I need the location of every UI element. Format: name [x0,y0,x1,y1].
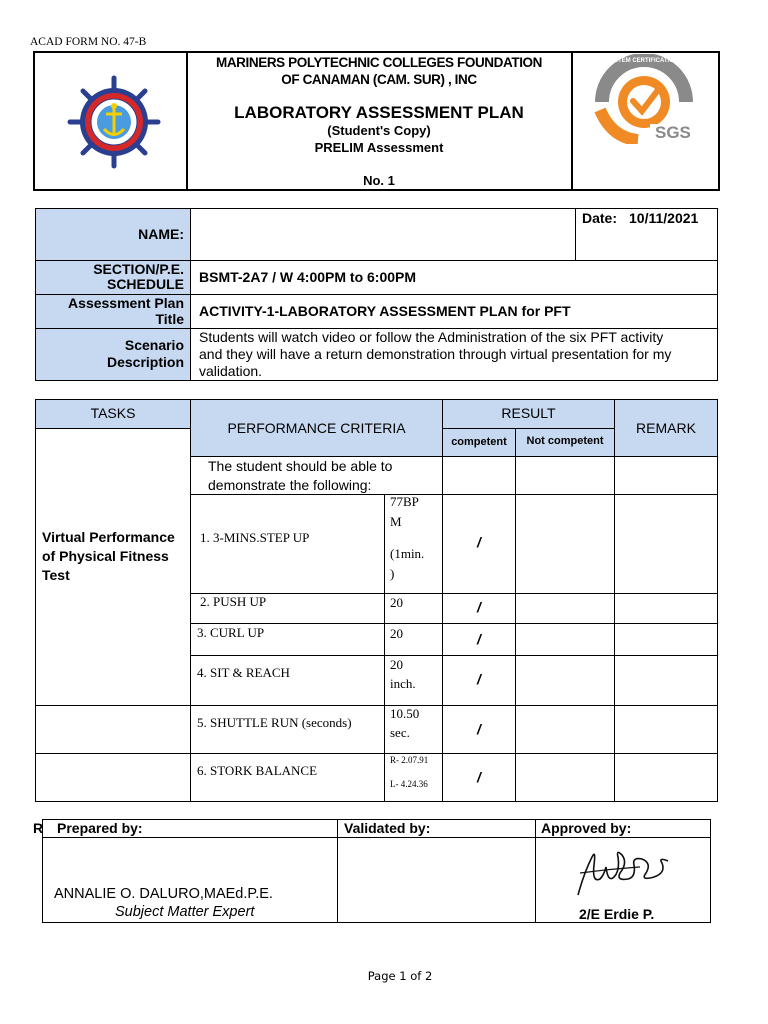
col-header-remark: REMARK [636,420,696,436]
sgs-brand: SGS [655,123,691,142]
plan-title-value: ACTIVITY-1-LABORATORY ASSESSMENT PLAN for PFT [199,303,571,319]
criteria-value-line: 10.50 [390,706,420,721]
col-header-result: RESULT [501,405,556,421]
plan-number: No. 1 [363,173,395,188]
school-logo [66,74,162,170]
school-name-line1: MARINERS POLYTECHNIC COLLEGES FOUNDATION [215,55,542,70]
criteria-value-line: sec. [390,725,410,740]
criteria-value-line: 77BP [390,494,419,509]
plan-title-label-1: Assessment Plan [68,295,184,311]
criteria-item: 4. SIT & REACH [197,665,290,680]
criteria-value-line: 20 [390,626,403,641]
criteria-value-line: 20 [390,595,403,610]
scenario-label-1: Scenario [124,337,184,353]
prepared-by-label: Prepared by: [57,820,143,836]
scenario-label-2: Description [106,354,184,370]
cert-top-text: SYSTEM CERTIFICATION [606,58,679,64]
criteria-value-line: L- 4.24.36 [390,779,428,789]
copy-type: (Student's Copy) [327,123,431,138]
criteria-item: 6. STORK BALANCE [197,763,318,778]
competent-mark: / [477,534,481,550]
approver-signature [570,843,674,905]
col-header-criteria: PERFORMANCE CRITERIA [227,420,406,436]
competent-mark: / [477,671,481,687]
col-header-tasks: TASKS [90,405,136,421]
scenario-description: Students will watch video or follow the Administration of the six PFT activity and they will have a return demonstration through virtual presentation for my validation. [199,329,672,379]
criteria-value-line: (1min. [390,546,425,561]
date-label: Date: [582,210,618,226]
criteria-value-line: R- 2.07.91 [390,755,429,765]
competent-mark: / [477,721,481,737]
prepared-role: Subject Matter Expert [115,904,255,920]
criteria-item: 3. CURL UP [197,625,265,640]
criteria-item: 5. SHUTTLE RUN (seconds) [197,715,352,730]
date-value: 10/11/2021 [629,210,699,226]
section-value: BSMT-2A7 / W 4:00PM to 6:00PM [199,269,417,285]
name-label: NAME: [138,226,184,242]
criteria-value-line: M [390,514,402,529]
plan-title-label-2: Title [155,311,184,327]
stray-letter: R [33,820,44,836]
assessment-period: PRELIM Assessment [314,140,444,155]
school-name-line2: OF CANAMAN (CAM. SUR) , INC [281,72,477,87]
approved-name: 2/E Erdie P. [579,906,655,922]
prepared-name: ANNALIE O. DALURO,MAEd.P.E. [54,886,273,902]
criteria-value-line: ) [390,566,395,581]
section-label-2: SCHEDULE [106,276,184,292]
cert-iso-text: ISO 9001:2000 [588,125,628,175]
col-header-not-competent: Not competent [526,435,604,447]
task-label: Virtual Performance of Physical Fitness Test [42,529,175,583]
col-header-competent: competent [451,436,507,448]
competent-mark: / [477,599,481,615]
approved-by-label: Approved by: [541,820,632,836]
criteria-item: 1. 3-MINS.STEP UP [200,530,310,545]
document-title: LABORATORY ASSESSMENT PLAN [234,103,524,122]
competent-mark: / [477,769,481,785]
criteria-value-line: 20 [390,657,403,672]
criteria-intro-line1: The student should be able to [208,458,393,474]
validated-by-label: Validated by: [344,820,431,836]
name-field[interactable] [193,212,571,256]
page-number: Page 1 of 2 [367,969,433,983]
section-label-1: SECTION/P.E. [93,261,184,277]
criteria-value-line: inch. [390,676,416,691]
competent-mark: / [477,631,481,647]
criteria-item: 2. PUSH UP [200,594,267,609]
criteria-intro-line2: demonstrate the following: [208,477,372,493]
form-code: ACAD FORM NO. 47-B [30,36,147,48]
